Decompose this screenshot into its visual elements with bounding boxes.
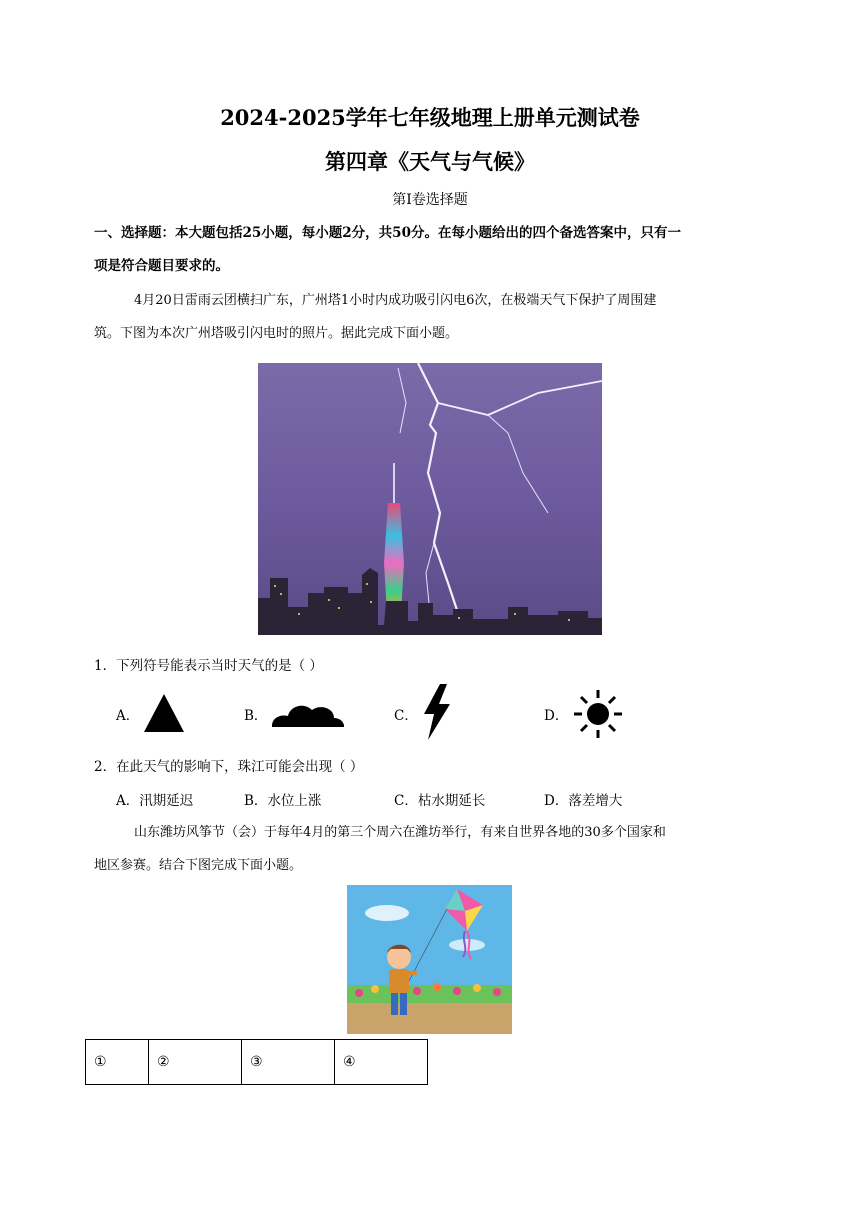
passage-1 — [94, 284, 784, 350]
passage-2 — [94, 816, 784, 882]
chapter-title: 第四章《天气与气候》 — [325, 149, 535, 174]
question-1-options — [116, 686, 636, 742]
sun-icon — [572, 688, 624, 740]
answer-table — [85, 1039, 428, 1085]
question-1-stem: 1．下列符号能表示当时天气的是（ ） — [94, 658, 323, 674]
instructions-line-2: 项是符合题目要求的。 — [94, 258, 229, 274]
exam-title: 2024-2025学年七年级地理上册单元测试卷 — [220, 105, 640, 130]
option-b-label[interactable] — [244, 704, 267, 724]
option-b-text: B． — [244, 708, 268, 724]
passage-2-line-1: 山东潍坊风筝节（会）于每年4月的第三个周六在潍坊举行，有来自世界各地的30多个国家和 — [134, 825, 666, 840]
lightning-icon — [420, 684, 454, 742]
option-2a[interactable]: A．汛期延迟 — [116, 793, 194, 809]
passage-2-line-2: 地区参赛。结合下图完成下面小题。 — [94, 858, 303, 873]
section-title: 第Ⅰ卷选择题 — [392, 192, 468, 208]
lightning-photo-svg — [258, 363, 602, 635]
option-d-text: D． — [544, 708, 569, 724]
option-a-text: A． — [116, 708, 140, 724]
option-c-label[interactable] — [394, 704, 418, 724]
canton-tower-lightning-photo — [258, 363, 602, 635]
question-2-stem: 2．在此天气的影响下，珠江可能会出现（ ） — [94, 759, 364, 775]
table-cell-2: ② — [149, 1040, 242, 1085]
kite-illustration-svg — [347, 885, 512, 1034]
cloud-icon — [270, 700, 346, 730]
table-cell-1: ① — [86, 1040, 149, 1085]
option-2b[interactable]: B．水位上涨 — [244, 793, 322, 809]
kite-boy-illustration — [347, 885, 512, 1034]
passage-1-line-1: 4月20日雷雨云团横扫广东，广州塔1小时内成功吸引闪电6次，在极端天气下保护了周围建 — [134, 293, 657, 308]
option-2c[interactable]: C．枯水期延长 — [394, 793, 486, 809]
table-row — [86, 1040, 428, 1085]
option-a-label[interactable] — [116, 704, 139, 724]
option-2d[interactable]: D．落差增大 — [544, 793, 623, 809]
option-c-text: C． — [394, 708, 418, 724]
instructions — [94, 217, 784, 283]
option-d-label[interactable] — [544, 704, 568, 724]
triangle-icon — [142, 690, 186, 734]
passage-1-line-2: 筑。下图为本次广州塔吸引闪电时的照片。据此完成下面小题。 — [94, 326, 459, 341]
instructions-line-1: 一、选择题：本大题包括25小题，每小题2分，共50分。在每小题给出的四个备选答案中，只有一 — [94, 225, 681, 241]
table-cell-3: ③ — [242, 1040, 335, 1085]
table-cell-4: ④ — [335, 1040, 428, 1085]
